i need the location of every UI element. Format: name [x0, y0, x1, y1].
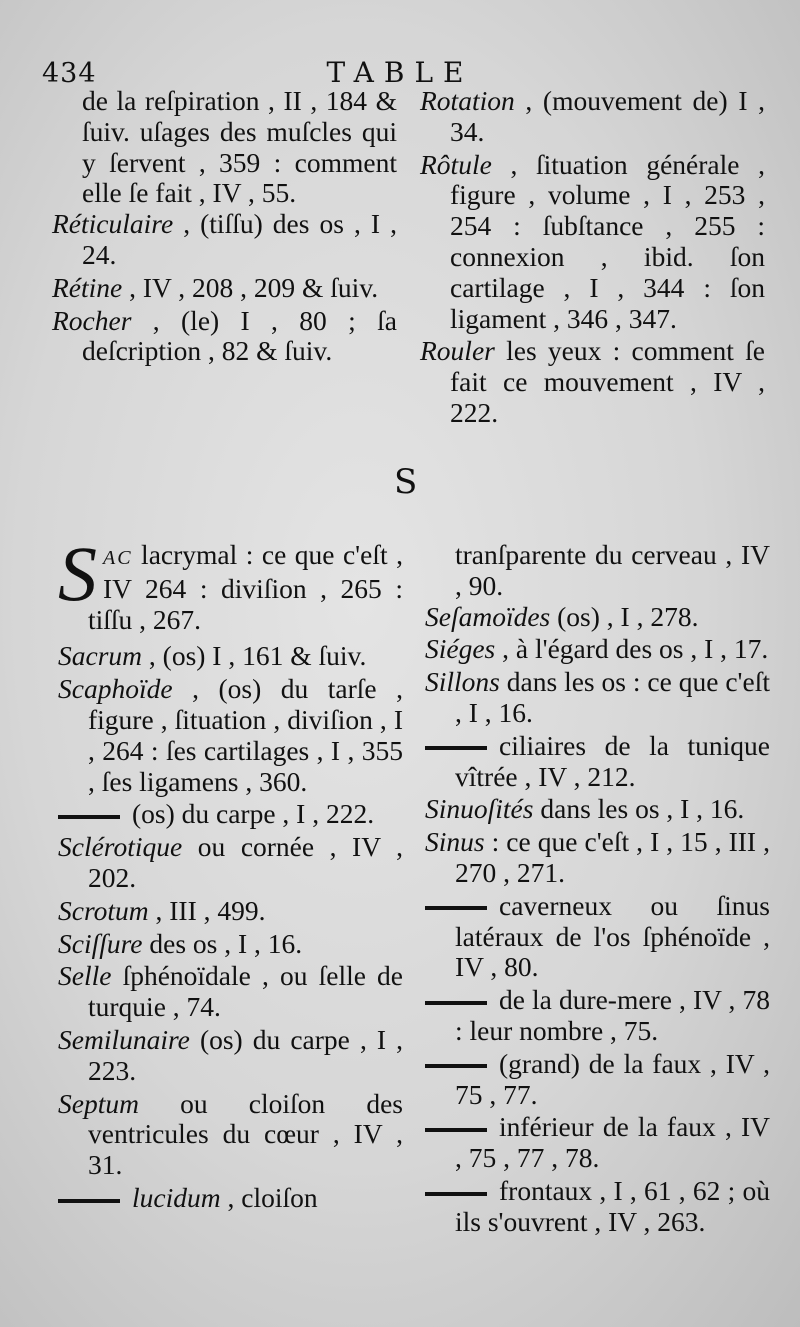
entry-text: dans les os , I , 16.: [533, 793, 745, 825]
index-entry: [420, 336, 765, 428]
entry-headword: Sillons: [425, 666, 500, 698]
entry-text: (os) du carpe , I , 222.: [132, 798, 375, 830]
entry-text: ciliaires de la tunique vîtrée , IV , 212.: [455, 729, 770, 792]
entry-text: ou cloiſon des ventricules du cœur , IV , 31.: [88, 1087, 403, 1181]
index-entry: [425, 827, 770, 889]
entry-text: ſphénoïdale , ou ſelle de turquie , 74.: [88, 960, 403, 1023]
entry-text: (os) du carpe , I , 223.: [88, 1023, 403, 1086]
entry-text: des os , I , 16.: [142, 927, 303, 959]
index-entry: [58, 929, 403, 960]
ditto-dash: [425, 1064, 487, 1068]
index-entry: [420, 86, 765, 148]
entry-headword: Semilunaire: [58, 1023, 190, 1055]
index-subentry: [425, 1049, 770, 1111]
entry-text: , (mouvement de) I , 34.: [450, 85, 765, 147]
small-caps: AC: [103, 547, 133, 569]
section-letter: S: [394, 462, 418, 502]
index-entry: [425, 794, 770, 825]
index-entry: [52, 306, 397, 368]
index-subentry: [425, 1176, 770, 1238]
entry-text: , à l'égard des os , I , 17.: [495, 633, 769, 665]
entry-headword: Sinus: [425, 826, 485, 858]
entry-headword: Selle: [58, 960, 112, 992]
entry-text: dans les os : ce que c'eſt , I , 16.: [455, 666, 770, 728]
entry-text: frontaux , I , 61 , 62 ; où ils s'ouvrent , IV , 263.: [455, 1174, 770, 1237]
entry-headword: Rétine: [52, 271, 123, 303]
entry-text: (grand) de la faux , IV , 75 , 77.: [455, 1047, 770, 1110]
index-entry: [58, 674, 403, 797]
index-entry: [58, 896, 403, 927]
index-entry: [425, 667, 770, 729]
entry-headword: Rocher: [52, 304, 132, 336]
entry-text: , cloiſon: [220, 1181, 318, 1213]
running-head: TABLE: [326, 56, 474, 89]
entry-headword: Réticulaire: [52, 208, 174, 240]
index-entry: [425, 602, 770, 633]
index-entry-continuation: [425, 540, 770, 602]
entry-text: de la reſpiration , II , 184 & ſuiv. uſages des muſcles qui y ſervent , 359 : comment elle ſe fait , IV , 55.: [82, 85, 397, 209]
ditto-dash: [425, 1001, 487, 1005]
entry-headword: Rouler: [420, 335, 495, 367]
ditto-dash: [425, 1192, 487, 1196]
ditto-dash: [58, 815, 120, 819]
index-subentry: [58, 1183, 403, 1214]
entry-text: (os) , I , 278.: [550, 600, 699, 632]
entry-headword: Sciſſure: [58, 927, 143, 959]
entry-text: , (os) I , 161 & ſuiv.: [142, 640, 367, 672]
index-entry: [58, 641, 403, 672]
entry-text: caverneux ou ſinus latéraux de l'os ſphénoïde , IV , 80.: [455, 889, 770, 983]
entry-headword: Seſamoïdes: [425, 600, 551, 632]
entry-text: , (tiſſu) des os , I , 24.: [82, 208, 397, 270]
entry-headword: Sacrum: [58, 640, 143, 672]
entry-headword: Septum: [58, 1087, 139, 1119]
index-entry: [420, 150, 765, 335]
index-entry: [58, 832, 403, 894]
index-entry-first: [58, 530, 403, 635]
index-entry: [52, 273, 397, 304]
entry-headword: Scrotum: [58, 894, 149, 926]
entry-headword: Siéges: [425, 633, 496, 665]
index-entry: [425, 634, 770, 665]
entry-text: lacrymal : ce que c'eſt , IV 264 : diviſion , 265 : tiſſu , 267.: [88, 539, 403, 635]
index-entry: [58, 1089, 403, 1181]
drop-cap: S: [58, 530, 97, 617]
index-column-left-bottom: [58, 530, 403, 1216]
entry-text: , IV , 208 , 209 & ſuiv.: [122, 271, 379, 303]
entry-headword: Scaphoïde: [58, 673, 173, 705]
entry-headword: Sclérotique: [58, 831, 183, 863]
entry-text: : ce que c'eſt , I , 15 , III , 270 , 271.: [455, 826, 770, 888]
entry-text: inférieur de la faux , IV , 75 , 77 , 78.: [455, 1111, 770, 1174]
page-number: 434: [42, 58, 97, 89]
index-subentry: [425, 1112, 770, 1174]
ditto-dash: [425, 906, 487, 910]
entry-headword: Sinuoſités: [425, 793, 534, 825]
entry-text: les yeux : comment ſe fait ce mouvement , IV , 222.: [450, 335, 765, 428]
entry-text: , (os) du tarſe , figure , ſituation , diviſion , I , 264 : ſes cartilages , I , 355 , ſes ligamens , 360.: [88, 673, 403, 797]
entry-text: tranſparente du cerveau , IV , 90.: [455, 539, 770, 601]
entry-text: , (le) I , 80 ; ſa deſcription , 82 & ſuiv.: [82, 304, 397, 367]
index-column-right-top: [420, 86, 765, 431]
entry-headword: lucidum: [132, 1181, 221, 1213]
index-column-left-top: [52, 86, 397, 369]
index-subentry: [425, 891, 770, 983]
index-entry: [58, 961, 403, 1023]
index-subentry: [58, 799, 403, 830]
ditto-dash: [58, 1199, 120, 1203]
index-entry-continuation: [52, 86, 397, 209]
index-entry: [58, 1025, 403, 1087]
ditto-dash: [425, 746, 487, 750]
entry-headword: Rotation: [420, 85, 515, 116]
entry-headword: Rôtule: [420, 148, 492, 180]
index-subentry: [425, 985, 770, 1047]
index-column-right-bottom: [425, 540, 770, 1240]
index-subentry: [425, 731, 770, 793]
index-entry: [52, 209, 397, 271]
entry-text: , III , 499.: [148, 894, 266, 926]
ditto-dash: [425, 1128, 487, 1132]
entry-text: , ſituation générale , figure , volume , I , 253 , 254 : ſubſtance , 255 : connexion , ibid. ſon cartilage , I , 344 : ſon ligament , 346 , 347.: [450, 148, 765, 334]
entry-text: de la dure-mere , IV , 78 : leur nombre , 75.: [455, 984, 770, 1046]
entry-text: ou cornée , IV , 202.: [88, 831, 403, 893]
